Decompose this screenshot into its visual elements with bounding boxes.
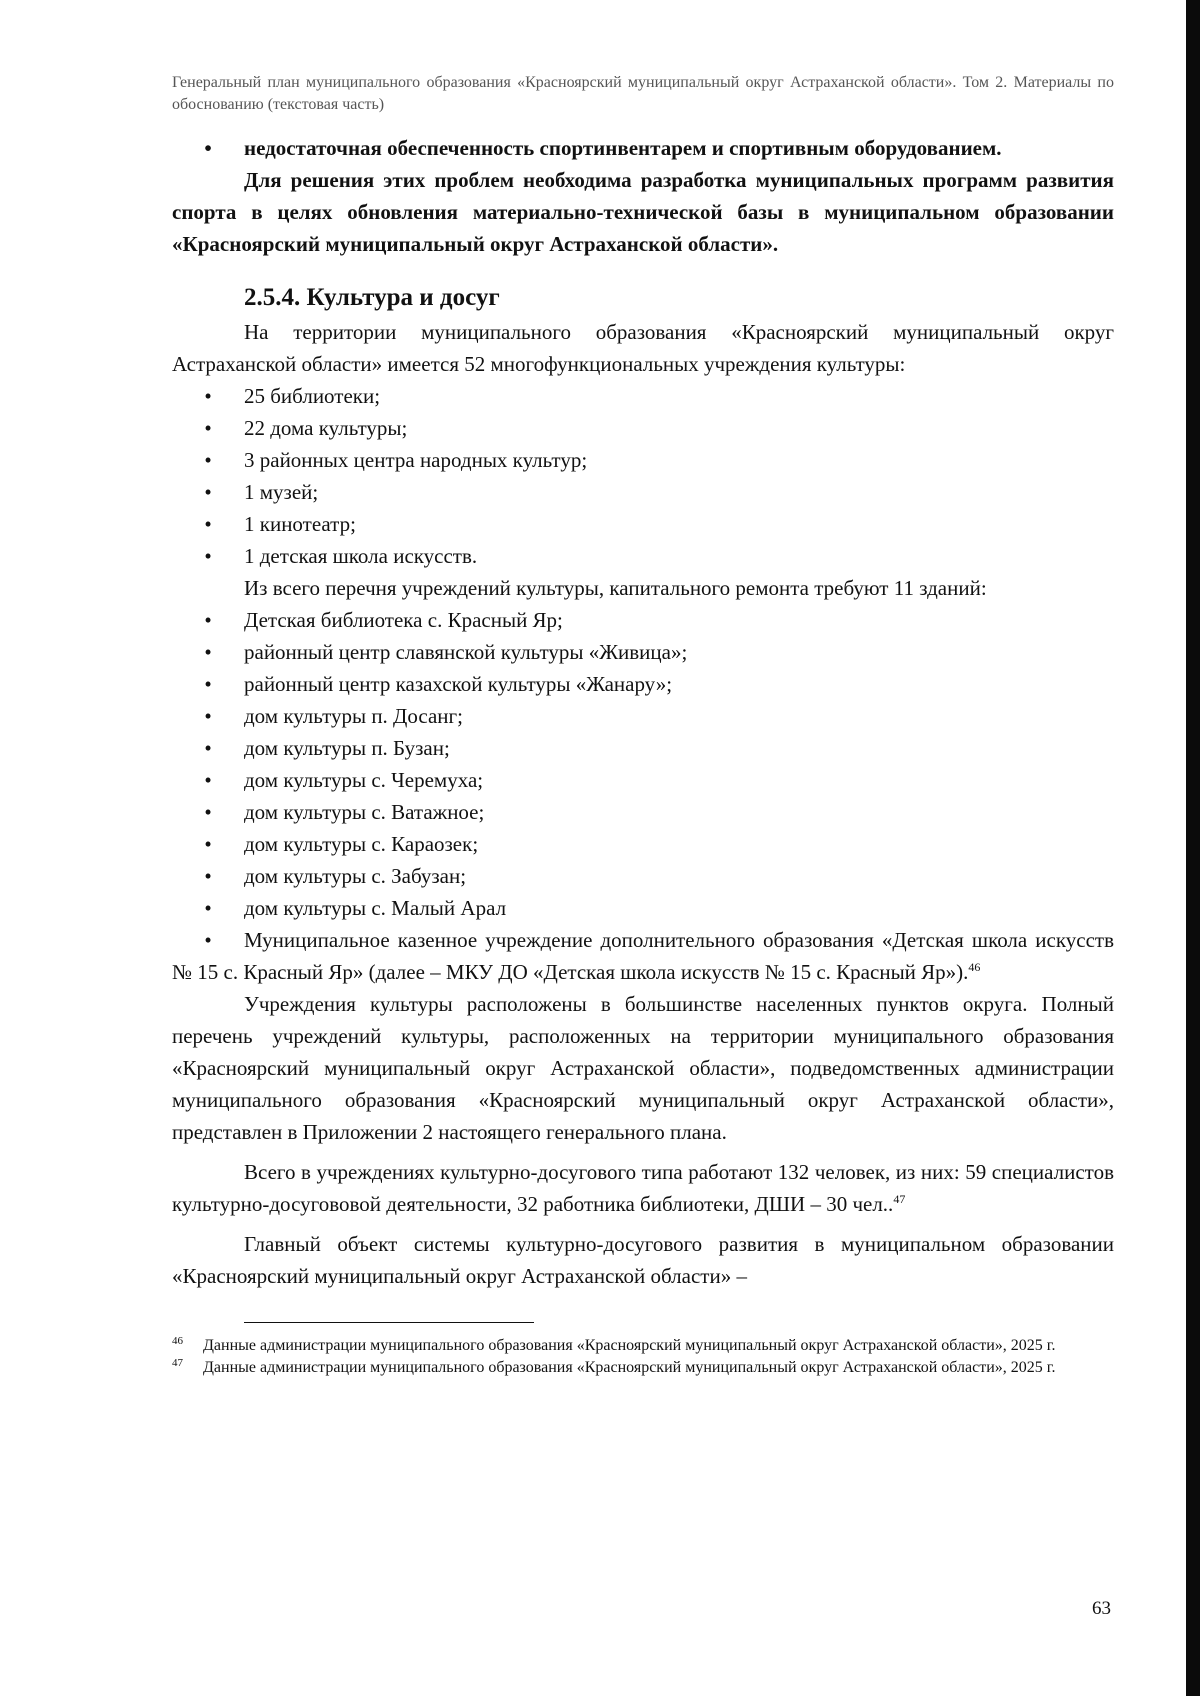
list-item-text: Муниципальное казенное учреждение дополнительного образования «Детская школа искусств № 15 с. Красный Яр» (далее – МКУ ДО «Детская школа искусств № 15 с. Красный Яр»). <box>172 928 1114 984</box>
list-item-text: 1 музей; <box>244 480 319 504</box>
bullet-icon: • <box>204 416 212 440</box>
list-item <box>172 828 1114 860</box>
bullet-icon: • <box>204 800 212 824</box>
list-item-text: районный центр славянской культуры «Живица»; <box>244 640 688 664</box>
bullet-icon: • <box>204 608 212 632</box>
bullet-icon: • <box>204 384 212 408</box>
paragraph-staff <box>172 1156 1114 1220</box>
list-item <box>172 132 1114 164</box>
bullet-icon: • <box>204 864 212 888</box>
page-edge-shadow <box>1186 0 1200 1696</box>
footnote-ref[interactable]: 46 <box>968 960 981 974</box>
list-item-text: Детская библиотека с. Красный Яр; <box>244 608 563 632</box>
footnote <box>172 1357 1114 1379</box>
list-item <box>172 508 1114 540</box>
repairs-list <box>172 604 1114 988</box>
list-item <box>172 668 1114 700</box>
paragraph-locations: Учреждения культуры расположены в большинстве населенных пунктов округа. Полный перечень учреждений культуры, расположенных на территории муниципального образования «Красноярский муниципальный округ Астраханской области», подведомственных администрации муниципального образования «Красноярский муниципальный округ Астраханской области», представлен в Приложении 2 настоящего генерального плана. <box>172 992 1114 1144</box>
list-item-text: районный центр казахской культуры «Жанару»; <box>244 672 673 696</box>
list-item <box>172 636 1114 668</box>
bold-paragraph: Для решения этих проблем необходима разработка муниципальных программ развития спорта в целях обновления материально-технической базы в муниципальном образовании «Красноярский муниципальный округ Астраханской области». <box>172 168 1114 256</box>
bullet-icon: • <box>204 768 212 792</box>
list-item-text: 1 детская школа искусств. <box>244 544 478 568</box>
institutions-list <box>172 380 1114 572</box>
intro-bullet-list <box>172 132 1114 164</box>
list-item <box>172 860 1114 892</box>
paragraph-repairs: Из всего перечня учреждений культуры, капитального ремонта требуют 11 зданий: <box>244 576 987 600</box>
bullet-icon: • <box>204 736 212 760</box>
bullet-icon: • <box>204 448 212 472</box>
bullet-icon: • <box>204 672 212 696</box>
list-item-text: 25 библиотеки; <box>244 384 381 408</box>
bullet-icon: • <box>204 640 212 664</box>
paragraph-institutions: На территории муниципального образования «Красноярский муниципальный округ Астраханской области» имеется 52 многофункциональных учреждения культуры: <box>172 320 1114 376</box>
bullet-icon: • <box>204 136 212 160</box>
bullet-icon: • <box>204 928 212 952</box>
bullet-icon: • <box>204 480 212 504</box>
list-item <box>172 796 1114 828</box>
footnote-text: Данные администрации муниципального образования «Красноярский муниципальный округ Астраханской области», 2025 г. <box>203 1359 1056 1376</box>
list-item-text: 22 дома культуры; <box>244 416 408 440</box>
list-item <box>172 604 1114 636</box>
list-item <box>172 412 1114 444</box>
running-header: Генеральный план муниципального образования «Красноярский муниципальный округ Астраханской области». Том 2. Материалы по обоснованию (текстовая часть) <box>172 74 1114 113</box>
list-item <box>172 380 1114 412</box>
bullet-icon: • <box>204 704 212 728</box>
footnote-number: 46 <box>172 1334 183 1347</box>
list-item-text: дом культуры с. Ватажное; <box>244 800 485 824</box>
footnote <box>172 1335 1114 1357</box>
bullet-icon: • <box>204 544 212 568</box>
list-item-text: 3 районных центра народных культур; <box>244 448 588 472</box>
list-item-text: дом культуры с. Малый Арал <box>244 896 507 920</box>
footnote-text: Данные администрации муниципального образования «Красноярский муниципальный округ Астраханской области», 2025 г. <box>203 1337 1056 1354</box>
page-content <box>172 72 1114 1379</box>
footnote-separator <box>244 1322 534 1323</box>
bullet-icon: • <box>204 896 212 920</box>
bullet-icon: • <box>204 832 212 856</box>
list-item <box>172 764 1114 796</box>
list-item <box>172 700 1114 732</box>
list-item <box>172 924 1114 988</box>
list-item-text: дом культуры с. Забузан; <box>244 864 467 888</box>
page-number: 63 <box>1092 1598 1111 1619</box>
list-item <box>172 732 1114 764</box>
list-item-text: дом культуры п. Бузан; <box>244 736 450 760</box>
paragraph-staff-text: Всего в учреждениях культурно-досугового типа работают 132 человек, из них: 59 специалистов культурно-досугововой деятельности, 32 работника библиотеки, ДШИ – 30 чел.. <box>172 1160 1114 1216</box>
section-heading: 2.5.4. Культура и досуг <box>244 284 500 311</box>
list-item <box>172 476 1114 508</box>
list-item-text: дом культуры с. Караозек; <box>244 832 479 856</box>
list-item <box>172 444 1114 476</box>
footnote-number: 47 <box>172 1356 183 1369</box>
list-item-text: дом культуры с. Черемуха; <box>244 768 484 792</box>
list-item <box>172 540 1114 572</box>
footnote-ref[interactable]: 47 <box>893 1192 906 1206</box>
list-item-text: недостаточная обеспеченность спортинвентарем и спортивным оборудованием. <box>244 136 1002 160</box>
bullet-icon: • <box>204 512 212 536</box>
list-item-text: дом культуры п. Досанг; <box>244 704 463 728</box>
list-item-text: 1 кинотеатр; <box>244 512 356 536</box>
list-item <box>172 892 1114 924</box>
paragraph-main-object: Главный объект системы культурно-досугового развития в муниципальном образовании «Красноярский муниципальный округ Астраханской области» – <box>172 1232 1114 1288</box>
